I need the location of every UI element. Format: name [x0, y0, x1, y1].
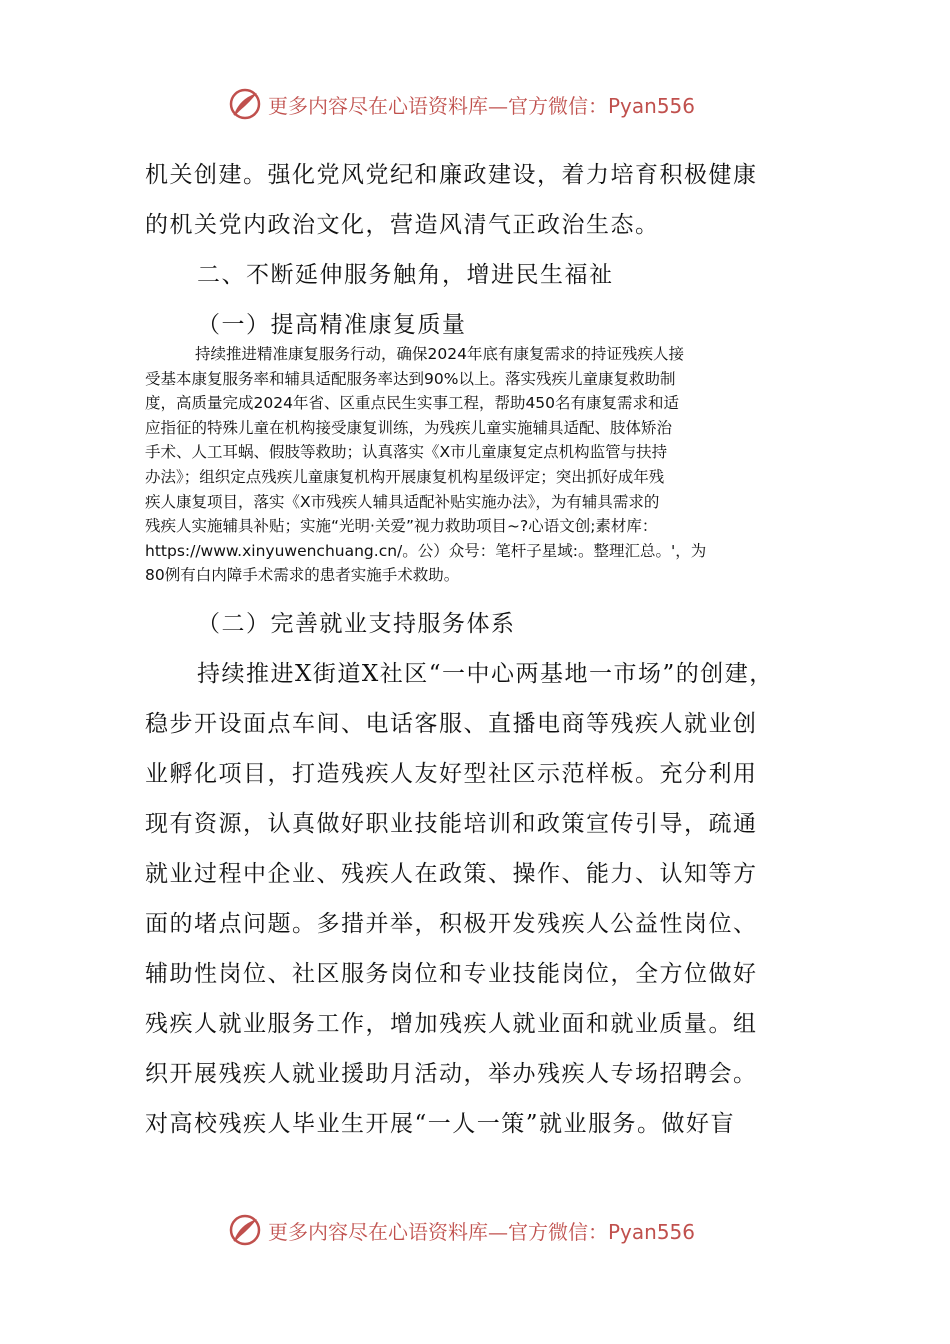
- subsection-heading-2: （二）完善就业支持服务体系: [197, 611, 516, 637]
- footer-banner-main: 更多内容尽在心语资料库: [268, 1219, 488, 1244]
- footer-banner-contact: Pyan556: [608, 1219, 696, 1244]
- header-banner-sep: —: [488, 93, 508, 118]
- body-line: 对高校残疾人毕业生开展“一人一策”就业服务。做好盲: [145, 1111, 736, 1137]
- quill-logo-icon: [228, 1213, 262, 1247]
- section-heading: 二、不断延伸服务触角，增进民生福祉: [197, 262, 614, 288]
- body-line: 持续推进X街道X社区“一中心两基地一市场”的创建，: [197, 661, 774, 687]
- quill-logo-icon: [228, 87, 262, 121]
- header-banner: [228, 84, 695, 124]
- small-text-line: 手术、人工耳蜗、假肢等救助；认真落实《X市儿童康复定点机构监管与扶持: [145, 443, 668, 462]
- small-text-line: 疾人康复项目，落实《X市残疾人辅具适配补贴实施办法》，为有辅具需求的: [145, 492, 660, 511]
- body-line: 的机关党内政治文化，营造风清气正政治生态。: [145, 212, 660, 238]
- footer-banner-sep: —: [488, 1219, 508, 1244]
- body-line: 面的堵点问题。多措并举，积极开发残疾人公益性岗位、: [145, 911, 758, 937]
- small-text-block: [145, 342, 810, 588]
- body-line: 现有资源，认真做好职业技能培训和政策宣传引导，疏通: [145, 811, 758, 837]
- header-banner-sub: 官方微信：: [508, 93, 608, 118]
- body-line: 残疾人就业服务工作，增加残疾人就业面和就业质量。组: [145, 1011, 758, 1037]
- body-line: 业孵化项目，打造残疾人友好型社区示范样板。充分利用: [145, 761, 758, 787]
- footer-banner: [228, 1210, 695, 1250]
- body-line: 机关创建。强化党风党纪和廉政建设，着力培育积极健康: [145, 162, 758, 188]
- footer-banner-sub: 官方微信：: [508, 1219, 608, 1244]
- footer-banner-text: [268, 1216, 695, 1245]
- body-line: 织开展残疾人就业援助月活动，举办残疾人专场招聘会。: [145, 1061, 758, 1087]
- header-banner-text: [268, 90, 695, 119]
- small-text-line: 残疾人实施辅具补贴；实施“光明·关爱”视力救助项目~?心语文创;素材库：: [145, 517, 658, 536]
- small-text-line: 办法》；组织定点残疾儿童康复机构开展康复机构星级评定；突出抓好成年残: [145, 467, 665, 486]
- header-banner-contact: Pyan556: [608, 93, 696, 118]
- small-text-line: https://www.xinyuwenchuang.cn/。公）众号：笔杆子星域:。整理汇总。'，为: [145, 541, 707, 560]
- small-text-line: 应指征的特殊儿童在机构接受康复训练，为残疾儿童实施辅具适配、肢体矫治: [145, 418, 673, 437]
- small-text-line: 持续推进精准康复服务行动，确保2024年底有康复需求的持证残疾人接: [195, 345, 684, 363]
- small-text-line: 80例有白内障手术需求的患者实施手术救助。: [145, 566, 460, 585]
- small-text-line: 受基本康复服务率和辅具适配服务率达到90%以上。落实残疾儿童康复救助制: [145, 369, 676, 388]
- body-line: 稳步开设面点车间、电话客服、直播电商等残疾人就业创: [145, 711, 758, 737]
- body-line: 就业过程中企业、残疾人在政策、操作、能力、认知等方: [145, 861, 758, 887]
- body-line: 辅助性岗位、社区服务岗位和专业技能岗位，全方位做好: [145, 961, 758, 987]
- header-banner-main: 更多内容尽在心语资料库: [268, 93, 488, 118]
- subsection-heading-1: （一）提高精准康复质量: [197, 312, 467, 338]
- small-text-line: 度，高质量完成2024年省、区重点民生实事工程，帮助450名有康复需求和适: [145, 394, 680, 413]
